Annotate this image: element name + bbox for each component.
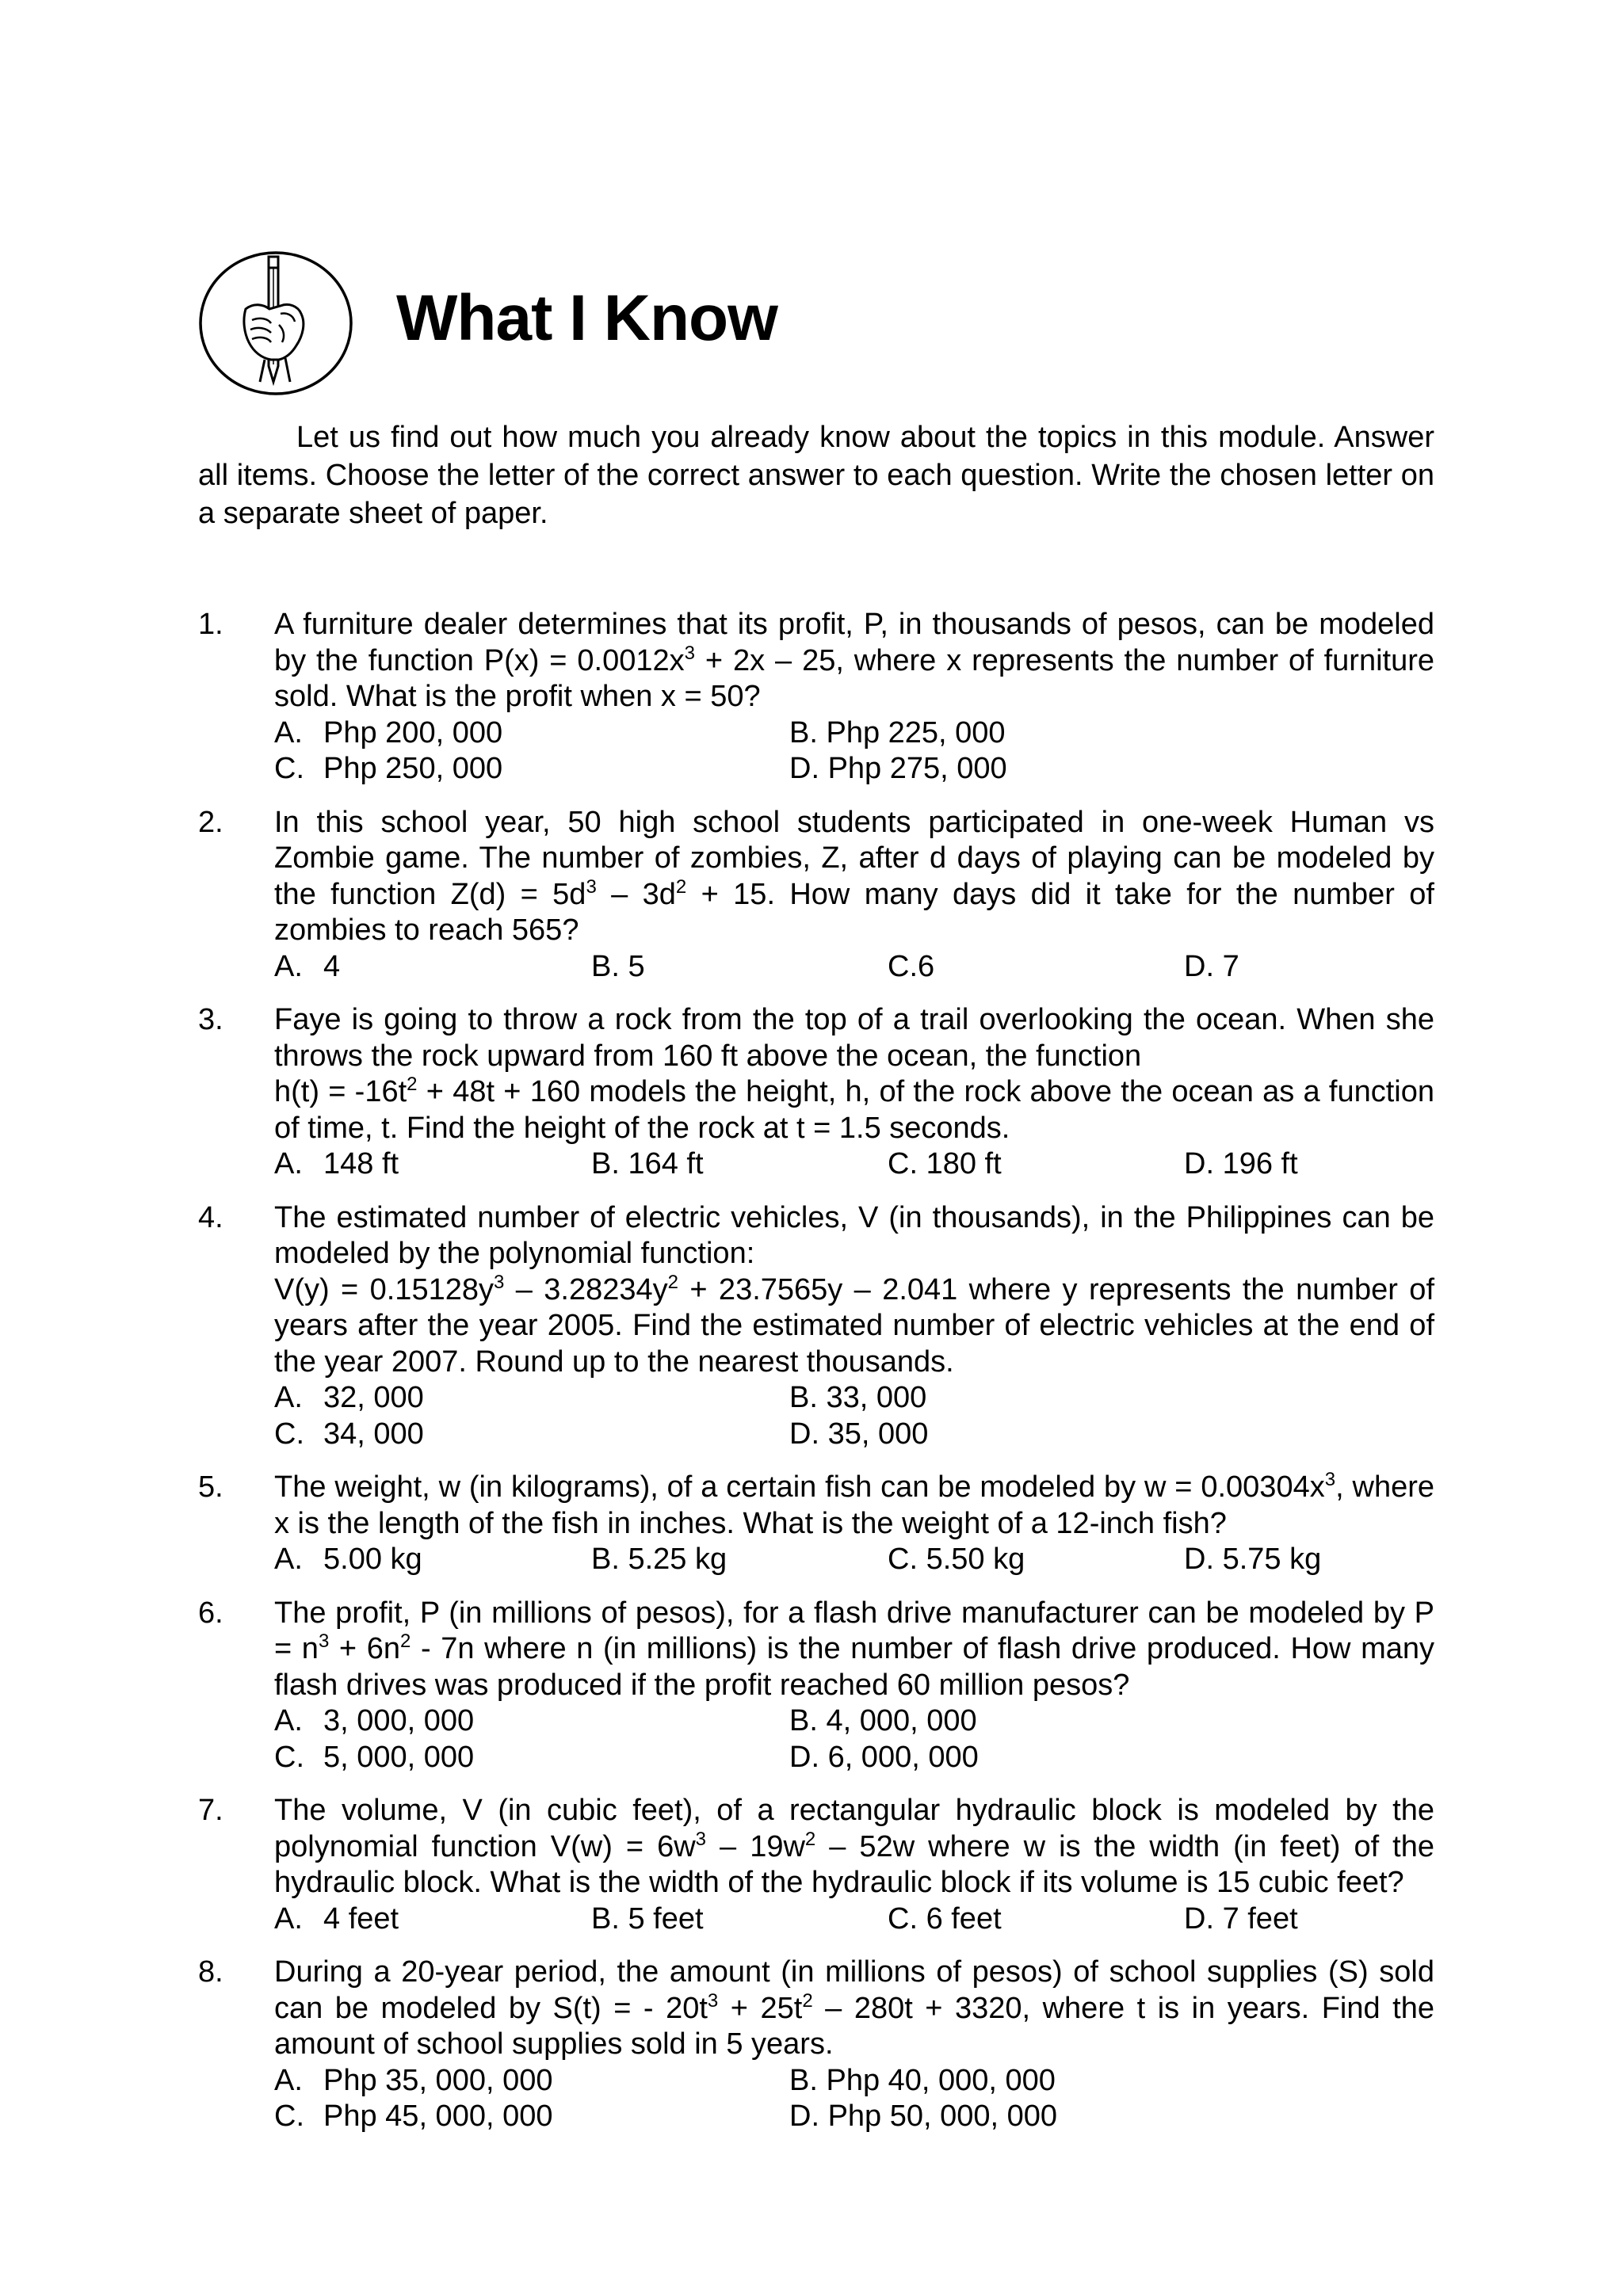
choice-d[interactable]: D. 5.75 kg (1184, 1543, 1322, 1576)
question-text: The estimated number of electric vehicles, V (in thousands), in the Philippines can be modeled by the polynomial function: $V(y) = 0.15128y^3 - 3.28234y^2 + 23.7565y - 2.041$ where y represents the number of years after the year 2005. Find the estimated number of electric vehicles at the end of the year 2007. Round up to the nearest thousands. (274, 1200, 1434, 1379)
choice-c[interactable]: C.6 (888, 949, 935, 983)
choice-c[interactable]: C. 5, 000, 000 (274, 1740, 475, 1774)
choice-c[interactable]: C. Php 250, 000 (274, 752, 503, 785)
section-header (197, 247, 1465, 398)
choice-a[interactable]: A. 3, 000, 000 (274, 1704, 475, 1737)
choice-b[interactable]: B. 4, 000, 000 (789, 1704, 977, 1737)
choice-b[interactable]: B. 5.25 kg (591, 1543, 727, 1576)
choice-c[interactable]: C. 6 feet (888, 1901, 1002, 1936)
intro-text: Let us find out how much you already know about the topics in this module. Answer all items. Choose the letter of the correct answer to each question. Write the chosen letter on a separate sheet of paper. (198, 421, 1434, 530)
question-6 (198, 1596, 1434, 1776)
choice-c[interactable]: C. 5.50 kg (888, 1543, 1025, 1576)
choice-a[interactable]: A. 5.00 kg (274, 1543, 422, 1576)
question-number: 4. (198, 1200, 223, 1234)
choice-d[interactable]: D. Php 50, 000, 000 (789, 2100, 1058, 2133)
question-text: The volume, V (in cubic feet), of a rectangular hydraulic block is modeled by the polynomial function $V(w) = 6w^3 - 19w^2 - 52w$ where w is the width (in feet) of the hydraulic block. What is the width of the hydraulic block if its volume is 15 cubic feet? (274, 1794, 1434, 1899)
answer-choices (274, 1703, 1434, 1775)
choice-d[interactable]: D. 7 feet (1184, 1901, 1298, 1936)
question-7 (198, 1793, 1434, 1937)
question-number: 5. (198, 1470, 223, 1504)
answer-choices (274, 2063, 1434, 2135)
answer-choices (274, 949, 1434, 986)
question-5 (198, 1470, 1434, 1578)
question-number: 8. (198, 1955, 223, 1989)
page-title: What I Know (396, 282, 777, 354)
choice-a[interactable]: A. 148 ft (274, 1147, 399, 1180)
question-list (198, 607, 1434, 2153)
choice-c[interactable]: C. 34, 000 (274, 1417, 424, 1451)
intro-paragraph (198, 418, 1434, 532)
question-2 (198, 805, 1434, 986)
choice-d[interactable]: D. 196 ft (1184, 1147, 1298, 1180)
choice-a[interactable]: A. Php 200, 000 (274, 715, 503, 749)
choice-b[interactable]: B. Php 225, 000 (789, 715, 1006, 749)
choice-c[interactable]: C. 180 ft (888, 1147, 1002, 1180)
question-text: Faye is going to throw a rock from the top of a trail overlooking the ocean. When she throws the rock upward from 160 ft above the ocean, the function $h(t) = -16t^2 + 48t + 160$ models the height, h, of the rock above the ocean as a function of time, t. Find the height of the rock at t = 1.5 seconds. (274, 1003, 1434, 1145)
choice-c[interactable]: C. Php 45, 000, 000 (274, 2100, 553, 2133)
choice-d[interactable]: D. 6, 000, 000 (789, 1740, 979, 1774)
question-number: 3. (198, 1003, 223, 1036)
question-text: During a 20-year period, the amount (in millions of pesos) of school supplies (S) sold can be modeled by S(t) = - $20t^3 + 25t^2 - 280t + 3320$, where t is in years. Find the amount of school supplies sold in 5 years. (274, 1955, 1434, 2061)
choice-a[interactable]: A. 4 (274, 949, 341, 983)
choice-b[interactable]: B. 164 ft (591, 1147, 704, 1180)
choice-a[interactable]: A. 4 feet (274, 1901, 399, 1936)
question-number: 2. (198, 805, 223, 839)
choice-d[interactable]: D. 7 (1184, 949, 1239, 983)
answer-choices (274, 1380, 1434, 1452)
answer-choices (274, 1901, 1434, 1938)
choice-a[interactable]: A. 32, 000 (274, 1381, 424, 1414)
question-text: In this school year, 50 high school students participated in one-week Human vs Zombie game. The number of zombies, Z, after d days of playing can be modeled by the function $Z(d) = 5d^3 - 3d^2 + 15$. How many days did it take for the number of zombies to reach 565? (274, 805, 1434, 947)
choice-b[interactable]: B. Php 40, 000, 000 (789, 2063, 1056, 2097)
choice-b[interactable]: B. 5 (591, 949, 645, 983)
choice-d[interactable]: D. Php 275, 000 (789, 752, 1007, 785)
question-1 (198, 607, 1434, 788)
choice-b[interactable]: B. 33, 000 (789, 1381, 927, 1414)
choice-d[interactable]: D. 35, 000 (789, 1417, 929, 1451)
question-text: A furniture dealer determines that its profit, P, in thousands of pesos, can be modeled by the function $P(x) = 0.0012x^3 + 2x - 25$, where x represents the number of furniture sold. What is the profit when x = 50? (274, 608, 1434, 713)
question-4 (198, 1200, 1434, 1453)
answer-choices (274, 715, 1434, 788)
answer-choices (274, 1146, 1434, 1183)
hand-holding-pencil-icon (197, 247, 355, 398)
answer-choices (274, 1542, 1434, 1578)
question-number: 1. (198, 608, 223, 641)
choice-a[interactable]: A. Php 35, 000, 000 (274, 2063, 553, 2097)
question-text: The weight, w (in kilograms), of a certain fish can be modeled by $w = 0.00304x^3$, where x is the length of the fish in inches. What is the weight of a 12-inch fish? (274, 1469, 1434, 1540)
question-3 (198, 1002, 1434, 1183)
question-text: The profit, P (in millions of pesos), for a flash drive manufacturer can be modeled by $P = n^3 + 6n^2 - 7n$ where n (in millions) is the number of flash drive produced. How many flash drives was produced if the profit reached 60 million pesos? (274, 1596, 1434, 1702)
question-number: 6. (198, 1596, 223, 1630)
question-number: 7. (198, 1794, 223, 1827)
choice-b[interactable]: B. 5 feet (591, 1901, 704, 1936)
question-8 (198, 1955, 1434, 2135)
